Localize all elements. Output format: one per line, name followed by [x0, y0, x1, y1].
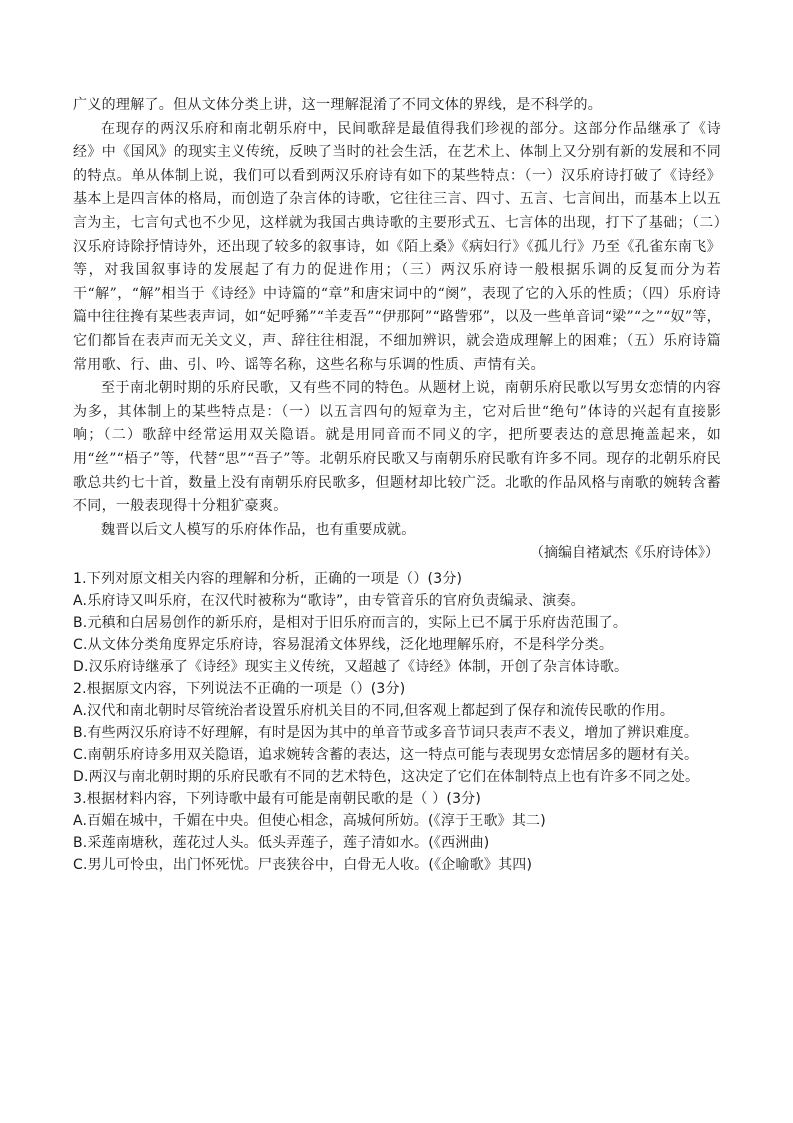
paragraph-1: 广义的理解了。但从文体分类上讲，这一理解混淆了不同文体的界线，是不科学的。: [73, 97, 603, 113]
option-a: A.汉代和南北朝时尽管统治者设置乐府机关目的不同,但客观上都起到了保存和流传民歌的作用。: [73, 702, 675, 719]
question-stem: 1.下列对原文相关内容的理解和分析，正确的一项是（）(3分): [73, 570, 463, 587]
option-c: C.男儿可怜虫，出门怀死忧。尸丧狭谷中，白骨无人收。(《企喻歌》其四): [73, 856, 533, 873]
option-b: B.元稹和白居易创作的新乐府，是相对于旧乐府而言的，实际上已不属于乐府齿范围了。: [73, 614, 628, 631]
option-a: A.乐府诗又叫乐府，在汉代时被称为“歌诗”，由专管音乐的官府负责编录、演奏。: [73, 592, 585, 609]
document-page: [73, 94, 721, 876]
option-c: C.南朝乐府诗多用双关隐语，追求婉转含蓄的表达，这一特点可能与表现男女恋情居多的题材有关。: [73, 746, 699, 763]
source-citation: （摘编自褚斌杰《乐府诗体》）: [530, 545, 719, 562]
question-stem: 3.根据材料内容，下列诗歌中最有可能是南朝民歌的是（ ）(3分): [73, 790, 482, 807]
option-d: D.两汉与南北朝时期的乐府民歌有不同的艺术特色，这决定了它们在体制特点上也有许多不同之处。: [73, 768, 700, 785]
question-3: [73, 788, 721, 876]
question-stem: 2.根据原文内容，下列说法不正确的一项是（）(3分): [73, 680, 406, 697]
option-b: B.有些两汉乐府诗不好理解，有时是因为其中的单音节或多音节词只表声不表义，增加了辨识难度。: [73, 724, 699, 741]
option-d: D.汉乐府诗继承了《诗经》现实主义传统，又超越了《诗经》体制，开创了杂言体诗歌。: [73, 658, 629, 675]
passage: [73, 94, 721, 566]
question-1: [73, 568, 721, 678]
paragraph-2: 在现存的两汉乐府和南北朝乐府中，民间歌辞是最值得我们珍视的部分。这部分作品继承了《诗经》中《国风》的现实主义传统，反映了当时的社会生活，在艺术上、体制上又分别有新的发展和不同的特点。单从体制上说，我们可以看到两汉乐府诗有如下的某些特点：（一）汉乐府诗打破了《诗经》基本上是四言体的格局，而创造了杂言体的诗歌，它往往三言、四寸、五言、七言间出，而基本上以五言为主，七言句式也不少见，这样就为我国古典诗歌的主要形式五、七言体的出现，打下了基础；（二）汉乐府诗除抒情诗外，还出现了较多的叙事诗，如《陌上桑》《病妇行》《孤儿行》乃至《孔雀东南飞》等，对我国叙事诗的发展起了有力的促进作用；（三）两汉乐府诗一般根据乐调的反复而分为若干“解”，“解”相当于《诗经》中诗篇的“章”和唐宋词中的“阕”，表现了它的入乐的性质；（四）乐府诗篇中往往搀有某些表声词，如“妃呼豨”“羊麦吾”“伊那阿”“路訾邪”，以及一些单音词“梁”“之”“奴”等，它们都旨在表声而无关文义，声、辞往往相混，不细加辨识，就会造成理解上的困难；（五）乐府诗篇常用歌、行、曲、引、吟、谣等名称，这些名称与乐调的性质、声情有关。: [73, 120, 721, 373]
question-2: [73, 678, 721, 788]
option-c: C.从文体分类角度界定乐府诗，容易混淆文体界线，泛化地理解乐府，不是科学分类。: [73, 636, 614, 653]
option-b: B.采莲南塘秋，莲花过人头。低头弄莲子，莲子清如水。(《西洲曲): [73, 834, 490, 851]
questions-section: [73, 568, 721, 876]
option-a: A.百媚在城中，千媚在中央。但使心相念，高城何所妨。(《淳于王歌》其二): [73, 812, 546, 829]
paragraph-4: 魏晋以后文人模写的乐府体作品，也有重要成就。: [101, 521, 416, 538]
paragraph-3: 至于南北朝时期的乐府民歌，又有些不同的特色。从题材上说，南朝乐府民歌以写男女恋情的内容为多，其体制上的某些特点是：（一）以五言四句的短章为主，它对后世“绝句”体诗的兴起有直接影响；（二）歌辞中经常运用双关隐语。就是用同音而不同义的字，把所要表达的意思掩盖起来，如用“丝”“梧子”等，代替“思”“吾子”等。北朝乐府民歌又与南朝乐府民歌有许多不同。现存的北朝乐府民歌总共约七十首，数量上没有南朝乐府民歌多，但题材却比较广泛。北歌的作品风格与南歌的婉转含蓄不同，一般表现得十分粗犷豪爽。: [73, 380, 721, 515]
